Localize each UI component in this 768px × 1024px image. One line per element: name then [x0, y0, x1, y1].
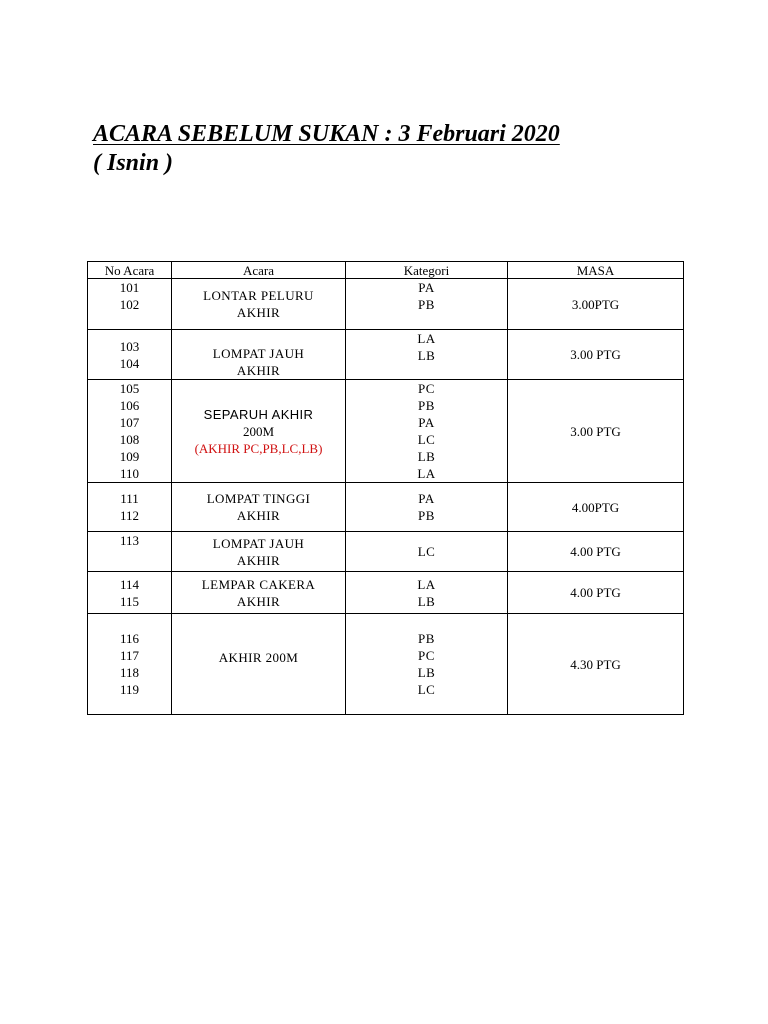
header-no-acara: No Acara [88, 262, 172, 279]
event-numbers [88, 614, 172, 715]
event-categories [346, 279, 508, 330]
event-name-line: AKHIR [236, 508, 281, 523]
event-number: 103 [119, 338, 140, 354]
event-name-line: LONTAR PELURU [203, 288, 314, 303]
table-row [88, 572, 684, 614]
category: LB [417, 348, 436, 363]
event-number: 111 [120, 491, 139, 506]
event-number: 112 [119, 508, 140, 523]
event-number: 109 [119, 449, 140, 464]
event-time: 4.30 PTG [508, 614, 684, 715]
event-name [172, 483, 346, 532]
event-number: 117 [119, 648, 140, 663]
event-name [172, 572, 346, 614]
category: PA [418, 491, 435, 506]
event-time: 3.00 PTG [508, 380, 684, 483]
event-numbers [88, 330, 172, 380]
event-number: 110 [119, 466, 140, 481]
event-time: 4.00 PTG [508, 532, 684, 572]
event-number: 105 [119, 381, 140, 396]
table-row [88, 380, 684, 483]
category: LA [417, 331, 436, 346]
event-time: 4.00PTG [508, 483, 684, 532]
event-number: 106 [119, 398, 140, 413]
event-name-line: AKHIR [236, 305, 281, 320]
category: LB [417, 665, 436, 680]
event-name [172, 532, 346, 572]
category: PB [418, 297, 435, 312]
event-numbers [88, 483, 172, 532]
event-time: 3.00 PTG [508, 330, 684, 380]
event-name [172, 614, 346, 715]
event-name-line: AKHIR 200M [218, 650, 299, 665]
category: PC [418, 381, 435, 396]
category: PA [418, 415, 435, 430]
event-name [172, 279, 346, 330]
title-line-2: ( Isnin ) [93, 150, 174, 176]
table-header-row [88, 262, 684, 279]
event-name-line: AKHIR [236, 552, 281, 568]
category: LC [417, 682, 436, 697]
table-row [88, 279, 684, 330]
category: PB [418, 508, 435, 523]
event-name-line: LOMPAT TINGGI [206, 491, 311, 506]
event-number: 114 [119, 576, 140, 592]
table-row [88, 330, 684, 380]
header-masa: MASA [508, 262, 684, 279]
schedule-table [87, 261, 684, 715]
category: LB [417, 593, 436, 609]
event-number: 116 [119, 631, 140, 646]
event-name-line: LOMPAT JAUH [212, 346, 305, 361]
category: PB [418, 398, 435, 413]
table-row [88, 614, 684, 715]
event-categories [346, 572, 508, 614]
event-categories [346, 532, 508, 572]
event-number: 107 [119, 415, 140, 430]
category: PB [418, 631, 435, 646]
event-name-line: SEPARUH AKHIR [203, 406, 314, 422]
event-categories [346, 380, 508, 483]
category: LC [417, 544, 436, 559]
table-row [88, 483, 684, 532]
event-name [172, 380, 346, 483]
event-number: 119 [119, 682, 140, 697]
header-kategori: Kategori [346, 262, 508, 279]
event-name-line: LEMPAR CAKERA [201, 576, 316, 592]
event-number: 102 [119, 297, 140, 312]
event-name-line: AKHIR [236, 363, 281, 378]
category: LB [417, 449, 436, 464]
event-number: 115 [119, 593, 140, 609]
event-name-line: 200M [242, 423, 275, 439]
table-row [88, 532, 684, 572]
event-note: (AKHIR PC,PB,LC,LB) [194, 440, 323, 456]
event-categories [346, 483, 508, 532]
event-number: 101 [119, 280, 140, 295]
page-title [93, 120, 560, 178]
event-numbers [88, 532, 172, 572]
category: LC [417, 432, 436, 447]
event-number: 118 [119, 665, 140, 680]
header-acara: Acara [172, 262, 346, 279]
event-number: 104 [119, 355, 140, 371]
category: LA [417, 576, 436, 592]
event-time: 3.00PTG [508, 279, 684, 330]
event-numbers [88, 380, 172, 483]
event-number: 113 [119, 533, 140, 548]
category: PC [418, 648, 435, 663]
title-line-1: ACARA SEBELUM SUKAN : 3 Februari 2020 [93, 121, 560, 147]
event-time: 4.00 PTG [508, 572, 684, 614]
event-number: 108 [119, 432, 140, 447]
event-name [172, 330, 346, 380]
event-name-line: AKHIR [236, 593, 281, 609]
event-name-line: LOMPAT JAUH [212, 535, 305, 551]
event-categories [346, 330, 508, 380]
category: PA [418, 280, 435, 295]
event-categories [346, 614, 508, 715]
event-numbers [88, 572, 172, 614]
category: LA [417, 466, 436, 481]
event-numbers [88, 279, 172, 330]
